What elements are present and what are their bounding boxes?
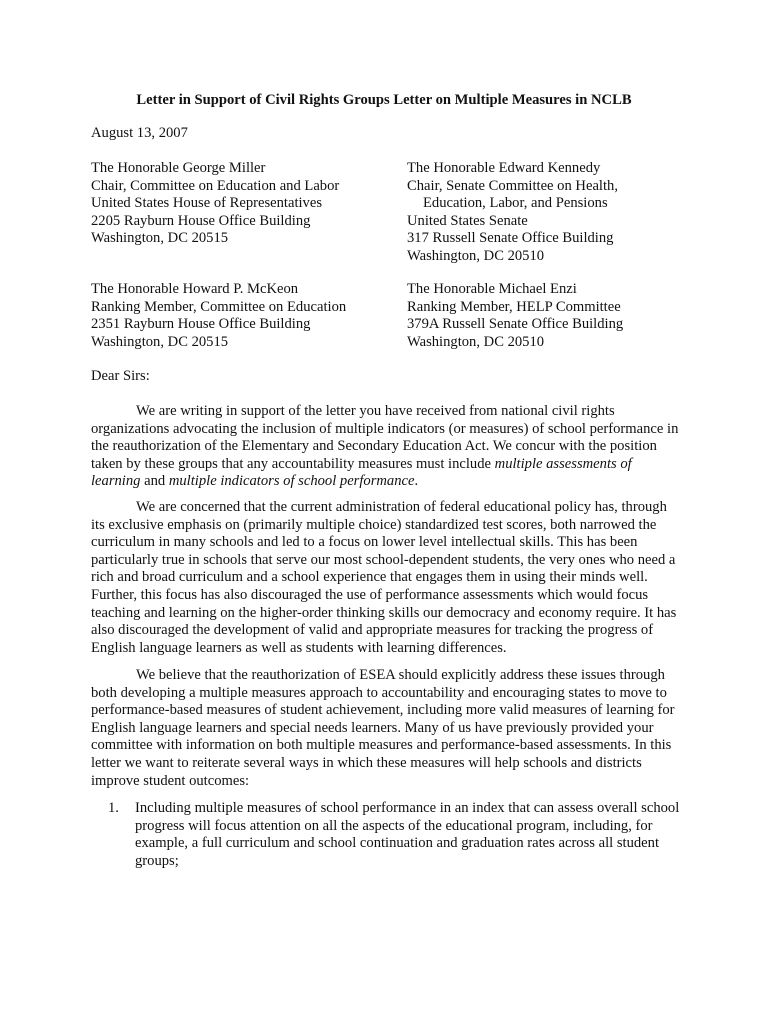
addressee-block-mckeon bbox=[91, 281, 346, 351]
address-line: Chair, Senate Committee on Health, bbox=[407, 177, 618, 194]
address-line: 2205 Rayburn House Office Building bbox=[91, 212, 311, 229]
addressee-block-miller bbox=[91, 160, 339, 248]
address-line: Ranking Member, Committee on Education bbox=[91, 298, 347, 315]
document-title: Letter in Support of Civil Rights Groups Letter on Multiple Measures in NCLB bbox=[136, 92, 632, 108]
address-line: 379A Russell Senate Office Building bbox=[407, 316, 624, 333]
address-line: 317 Russell Senate Office Building bbox=[407, 230, 614, 247]
address-line: The Honorable Howard P. McKeon bbox=[91, 281, 299, 297]
address-line: The Honorable Michael Enzi bbox=[407, 281, 577, 297]
address-line: Chair, Committee on Education and Labor bbox=[91, 177, 340, 194]
address-line: United States Senate bbox=[407, 212, 528, 229]
address-line: Washington, DC 20510 bbox=[407, 333, 545, 350]
address-line: Washington, DC 20510 bbox=[407, 247, 545, 264]
address-line: Education, Labor, and Pensions bbox=[423, 195, 608, 212]
list-item-number: 1. bbox=[108, 800, 119, 816]
paragraph-3: We believe that the reauthorization of ESEA should explicitly address these issues through both developing a multiple measures approach to accountability and encouraging states to move to performance-based measures of student achievement, including more valid measures of learning for English language learners and special needs learners. Many of us have previously provided your committee with information on both multiple measures and performance-based assessments. In this letter we want to reiterate several ways in which these measures will help schools and districts improve student outcomes: bbox=[91, 667, 675, 789]
salutation: Dear Sirs: bbox=[91, 368, 150, 384]
address-line: The Honorable Edward Kennedy bbox=[407, 160, 601, 176]
addressee-block-enzi bbox=[407, 281, 623, 351]
addressee-block-kennedy bbox=[407, 160, 618, 266]
address-line: 2351 Rayburn House Office Building bbox=[91, 316, 311, 333]
paragraph-1 bbox=[91, 403, 681, 491]
address-line: Washington, DC 20515 bbox=[91, 230, 229, 247]
numbered-list bbox=[91, 800, 681, 870]
address-line: The Honorable George Miller bbox=[91, 160, 266, 176]
conjunction: and bbox=[140, 473, 169, 490]
emphasis-multiple-assessments: multiple assessments of learning bbox=[91, 455, 632, 490]
address-line: United States House of Representatives bbox=[91, 195, 323, 212]
address-line: Washington, DC 20515 bbox=[91, 333, 229, 350]
list-item bbox=[91, 800, 681, 870]
paragraph-2: We are concerned that the current administration of federal educational policy has, through its exclusive emphasis on (primarily multiple choice) standardized test scores, both narrowed the curriculum in many schools and led to a focus on lower level intellectual skills. This has been particularly true in schools that serve our most school-dependent students, the very ones who need a rich and broad curriculum and a school experience that engages them in using their minds well. Further, this focus has also discouraged the use of performance assessments which would focus teaching and learning on the higher-order thinking skills our democracy and economy require. It has also discouraged the development of valid and appropriate measures for tracking the progress of English language learners as well as students with learning differences. bbox=[91, 499, 677, 656]
letter-date: August 13, 2007 bbox=[91, 125, 188, 141]
period: . bbox=[414, 473, 419, 490]
list-item-text: Including multiple measures of school performance in an index that can assess overall school progress will focus attention on all the aspects of the educational program, including, for example, a full curriculum and school continuation and graduation rates across all student groups; bbox=[135, 800, 680, 869]
address-line: Ranking Member, HELP Committee bbox=[407, 298, 621, 315]
paragraph-1-text: We are writing in support of the letter you have received from national civil rights organizations advocating the inclusion of multiple indicators (or measures) of school performance in the reauthorization of the Elementary and Secondary Education Act. We concur with the position taken by these groups that any accountability measures must include bbox=[91, 403, 679, 472]
emphasis-multiple-indicators: multiple indicators of school performance bbox=[168, 473, 415, 490]
